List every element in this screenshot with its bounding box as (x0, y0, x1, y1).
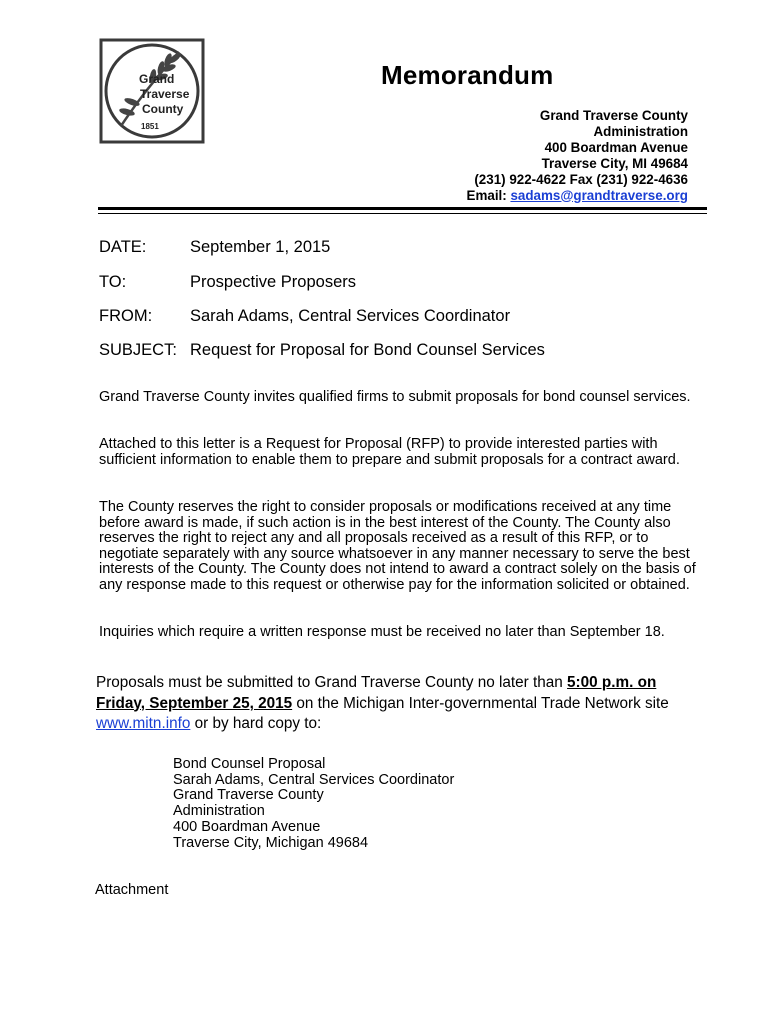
recipient-line: Grand Traverse County (173, 787, 324, 804)
address-org: Grand Traverse County (539, 108, 688, 123)
subject-value: Request for Proposal for Bond Counsel Services (190, 341, 545, 359)
date-value: September 1, 2015 (190, 238, 331, 256)
recipient-line: Bond Counsel Proposal (173, 756, 326, 772)
to-row (99, 273, 356, 292)
header-divider-thick (98, 207, 707, 210)
logo-year: 1851 (141, 122, 159, 131)
paragraph-rfp-attached: Attached to this letter is a Request for Proposal (RFP) to provide interested parties with sufficient information to enable them to prepare and submit proposals for a contract award. (99, 436, 680, 468)
date-label: DATE: (99, 238, 147, 256)
logo-text-grand: Grand (139, 72, 175, 86)
header-divider-thin (98, 213, 707, 214)
from-row (99, 307, 510, 326)
attachment-note: Attachment (95, 882, 169, 898)
recipient-line: Administration (173, 803, 265, 820)
date-row (99, 238, 330, 257)
paragraph-rights-reserved: The County reserves the right to consider proposals or modifications received at any time before award is made, if such action is in the best interest of the County. The County also reserves the right to reject any and all proposals received as a result of this RFP, or to negotiate separately with any source whatsoever in any manner necessary to serve the best interests of the County. The County does not intend to award a contract solely on the basis of any response made to this request or otherwise pay for the information solicited or obtained. (99, 499, 696, 593)
memo-title: Memorandum (381, 60, 554, 90)
submission-text-c: or by hard copy to: (190, 715, 322, 732)
logo-text-county: County (142, 102, 184, 116)
recipient-line: Sarah Adams, Central Services Coordinator (173, 771, 455, 788)
recipient-line: 400 Boardman Avenue (173, 818, 321, 835)
paragraph-inquiries: Inquiries which require a written response must be received no later than September 18. (99, 624, 665, 640)
address-email-line (467, 188, 688, 204)
address-city: Traverse City, MI 49684 (541, 155, 688, 171)
recipient-address (173, 757, 454, 851)
from-label: FROM: (99, 307, 153, 325)
to-label: TO: (99, 273, 127, 291)
subject-row (99, 341, 545, 360)
address-block (467, 108, 688, 203)
email-label: Email: (466, 187, 511, 203)
submission-text-a: Proposals must be submitted to Grand Traverse County no later than (96, 674, 568, 691)
address-phone: (231) 922-4622 Fax (231) 922-4636 (474, 171, 688, 187)
email-link[interactable]: sadams@grandtraverse.org (510, 187, 688, 203)
from-value: Sarah Adams, Central Services Coordinator (190, 307, 511, 325)
submission-text-b: on the Michigan Inter-governmental Trade Network site (292, 694, 669, 712)
mitn-link[interactable]: www.mitn.info (96, 715, 191, 732)
paragraph-submission (96, 673, 696, 735)
address-street: 400 Boardman Avenue (544, 139, 688, 155)
paragraph-invitation: Grand Traverse County invites qualified firms to submit proposals for bond counsel services. (99, 389, 691, 405)
county-seal (99, 38, 205, 144)
logo-text-traverse: Traverse (140, 87, 190, 101)
address-dept: Administration (593, 123, 688, 139)
county-logo (99, 38, 205, 144)
submission-deadline: 5:00 p.m. on Friday, September 25, 2015 (96, 674, 657, 712)
to-value: Prospective Proposers (190, 273, 356, 291)
subject-label: SUBJECT: (99, 341, 177, 359)
recipient-line: Traverse City, Michigan 49684 (173, 834, 369, 851)
